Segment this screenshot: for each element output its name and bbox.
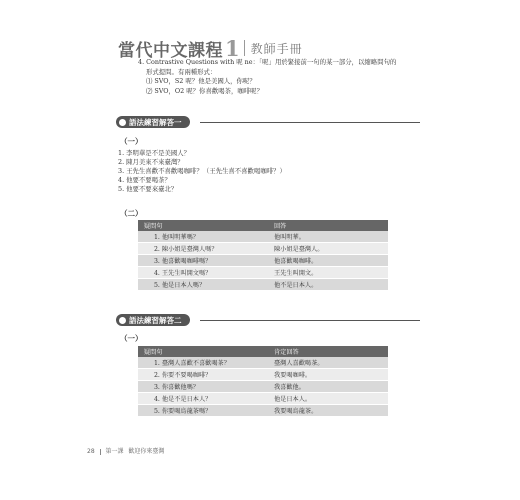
section-1-answer-table: [138, 220, 388, 291]
table-row: [138, 243, 388, 255]
page-number: 28: [87, 448, 95, 455]
table-header-answer: 肯定回答: [268, 346, 388, 357]
table-cell-question: 1. 臺灣人喜歡不喜歡喝茶？: [138, 357, 268, 369]
table-cell-answer: 臺灣人喜歡喝茶。: [268, 357, 388, 369]
section-1-part-1-label: （一）: [120, 137, 143, 146]
book-subtitle: 教師手冊: [250, 41, 303, 56]
table-row: [138, 267, 388, 279]
table-header-question: 疑問句: [138, 346, 268, 357]
section-2-answer-table: [138, 346, 388, 417]
table-row: [138, 381, 388, 393]
page-footer: [87, 446, 164, 455]
list-item: 5. 他要不要來臺北？: [118, 185, 178, 193]
table-row: [138, 369, 388, 381]
table-cell-question: 5. 你要喝烏龍茶嗎？: [138, 405, 268, 417]
list-item: 2. 陳月美來不來臺灣？: [118, 158, 184, 166]
table-cell-answer: 陳小姐是臺灣人。: [268, 243, 388, 255]
section-2-rule: [200, 320, 420, 321]
list-item: 1. 李明華是不是美國人？: [118, 149, 191, 157]
section-1-rule: [200, 122, 420, 123]
footer-lesson: 第一課: [105, 448, 124, 455]
table-cell-question: 4. 他是不是日本人？: [138, 393, 268, 405]
table-cell-answer: 我喜歡他。: [268, 381, 388, 393]
header-divider: [244, 40, 245, 56]
table-row: [138, 255, 388, 267]
list-item: 3. 王先生喜歡不喜歡喝咖啡？（王先生喜不喜歡喝咖啡？）: [118, 167, 286, 175]
grammar-note-line-1: 4. Contrastive Questions with 呢 ne：「呢」用於緊接前一句的某一部分，以縮略問句的: [138, 58, 397, 66]
grammar-note-item-2: ⑵ SVO，O2 呢？你喜歡喝茶，咖啡呢？: [146, 86, 263, 95]
table-cell-question: 3. 他喜歡喝咖啡嗎？: [138, 255, 268, 267]
table-row: [138, 279, 388, 291]
section-1-title: 語法練習解答一: [129, 117, 182, 127]
section-2-title: 語法練習解答二: [129, 315, 182, 325]
section-2-heading: [116, 314, 190, 326]
table-row: [138, 393, 388, 405]
table-row: [138, 231, 388, 243]
table-row: [138, 405, 388, 417]
bullet-dot-icon: [119, 317, 126, 324]
table-cell-answer: 他喜歡喝咖啡。: [268, 255, 388, 267]
table-cell-answer: 他不是日本人。: [268, 279, 388, 291]
table-cell-answer: 他是日本人。: [268, 393, 388, 405]
footer-divider: [100, 449, 101, 455]
footer-lesson-title: 歡迎你來臺灣: [128, 448, 165, 455]
page-header: [118, 36, 303, 60]
table-cell-question: 3. 你喜歡他嗎？: [138, 381, 268, 393]
table-cell-question: 5. 他是日本人嗎？: [138, 279, 268, 291]
table-cell-answer: 王先生叫開文。: [268, 267, 388, 279]
table-header-question: 疑問句: [138, 220, 268, 231]
table-row: [138, 357, 388, 369]
section-1-answer-list: [118, 149, 286, 194]
list-item: 4. 他要不要喝茶？: [118, 176, 171, 184]
table-header-answer: 回答: [268, 220, 388, 231]
table-cell-answer: 我要喝咖啡。: [268, 369, 388, 381]
section-1-part-2-label: （二）: [120, 209, 143, 218]
book-volume-number: 1: [225, 35, 240, 61]
grammar-note-line-2: 形式提問。有兩種形式：: [146, 67, 217, 76]
table-cell-answer: 我要喝烏龍茶。: [268, 405, 388, 417]
table-cell-question: 1. 他叫明華嗎？: [138, 231, 268, 243]
grammar-note: [138, 58, 438, 96]
table-cell-question: 2. 你要不要喝咖啡？: [138, 369, 268, 381]
section-1-heading: [116, 116, 190, 128]
bullet-dot-icon: [119, 119, 126, 126]
table-cell-question: 2. 陳小姐是臺灣人嗎？: [138, 243, 268, 255]
grammar-note-item-1: ⑴ SVO，S2 呢？他是美國人，你呢？: [146, 77, 256, 85]
book-logo: 當代中文課程: [118, 40, 223, 61]
section-2-part-1-label: （一）: [120, 334, 143, 343]
table-cell-question: 4. 王先生叫開文嗎？: [138, 267, 268, 279]
table-cell-answer: 他叫明華。: [268, 231, 388, 243]
